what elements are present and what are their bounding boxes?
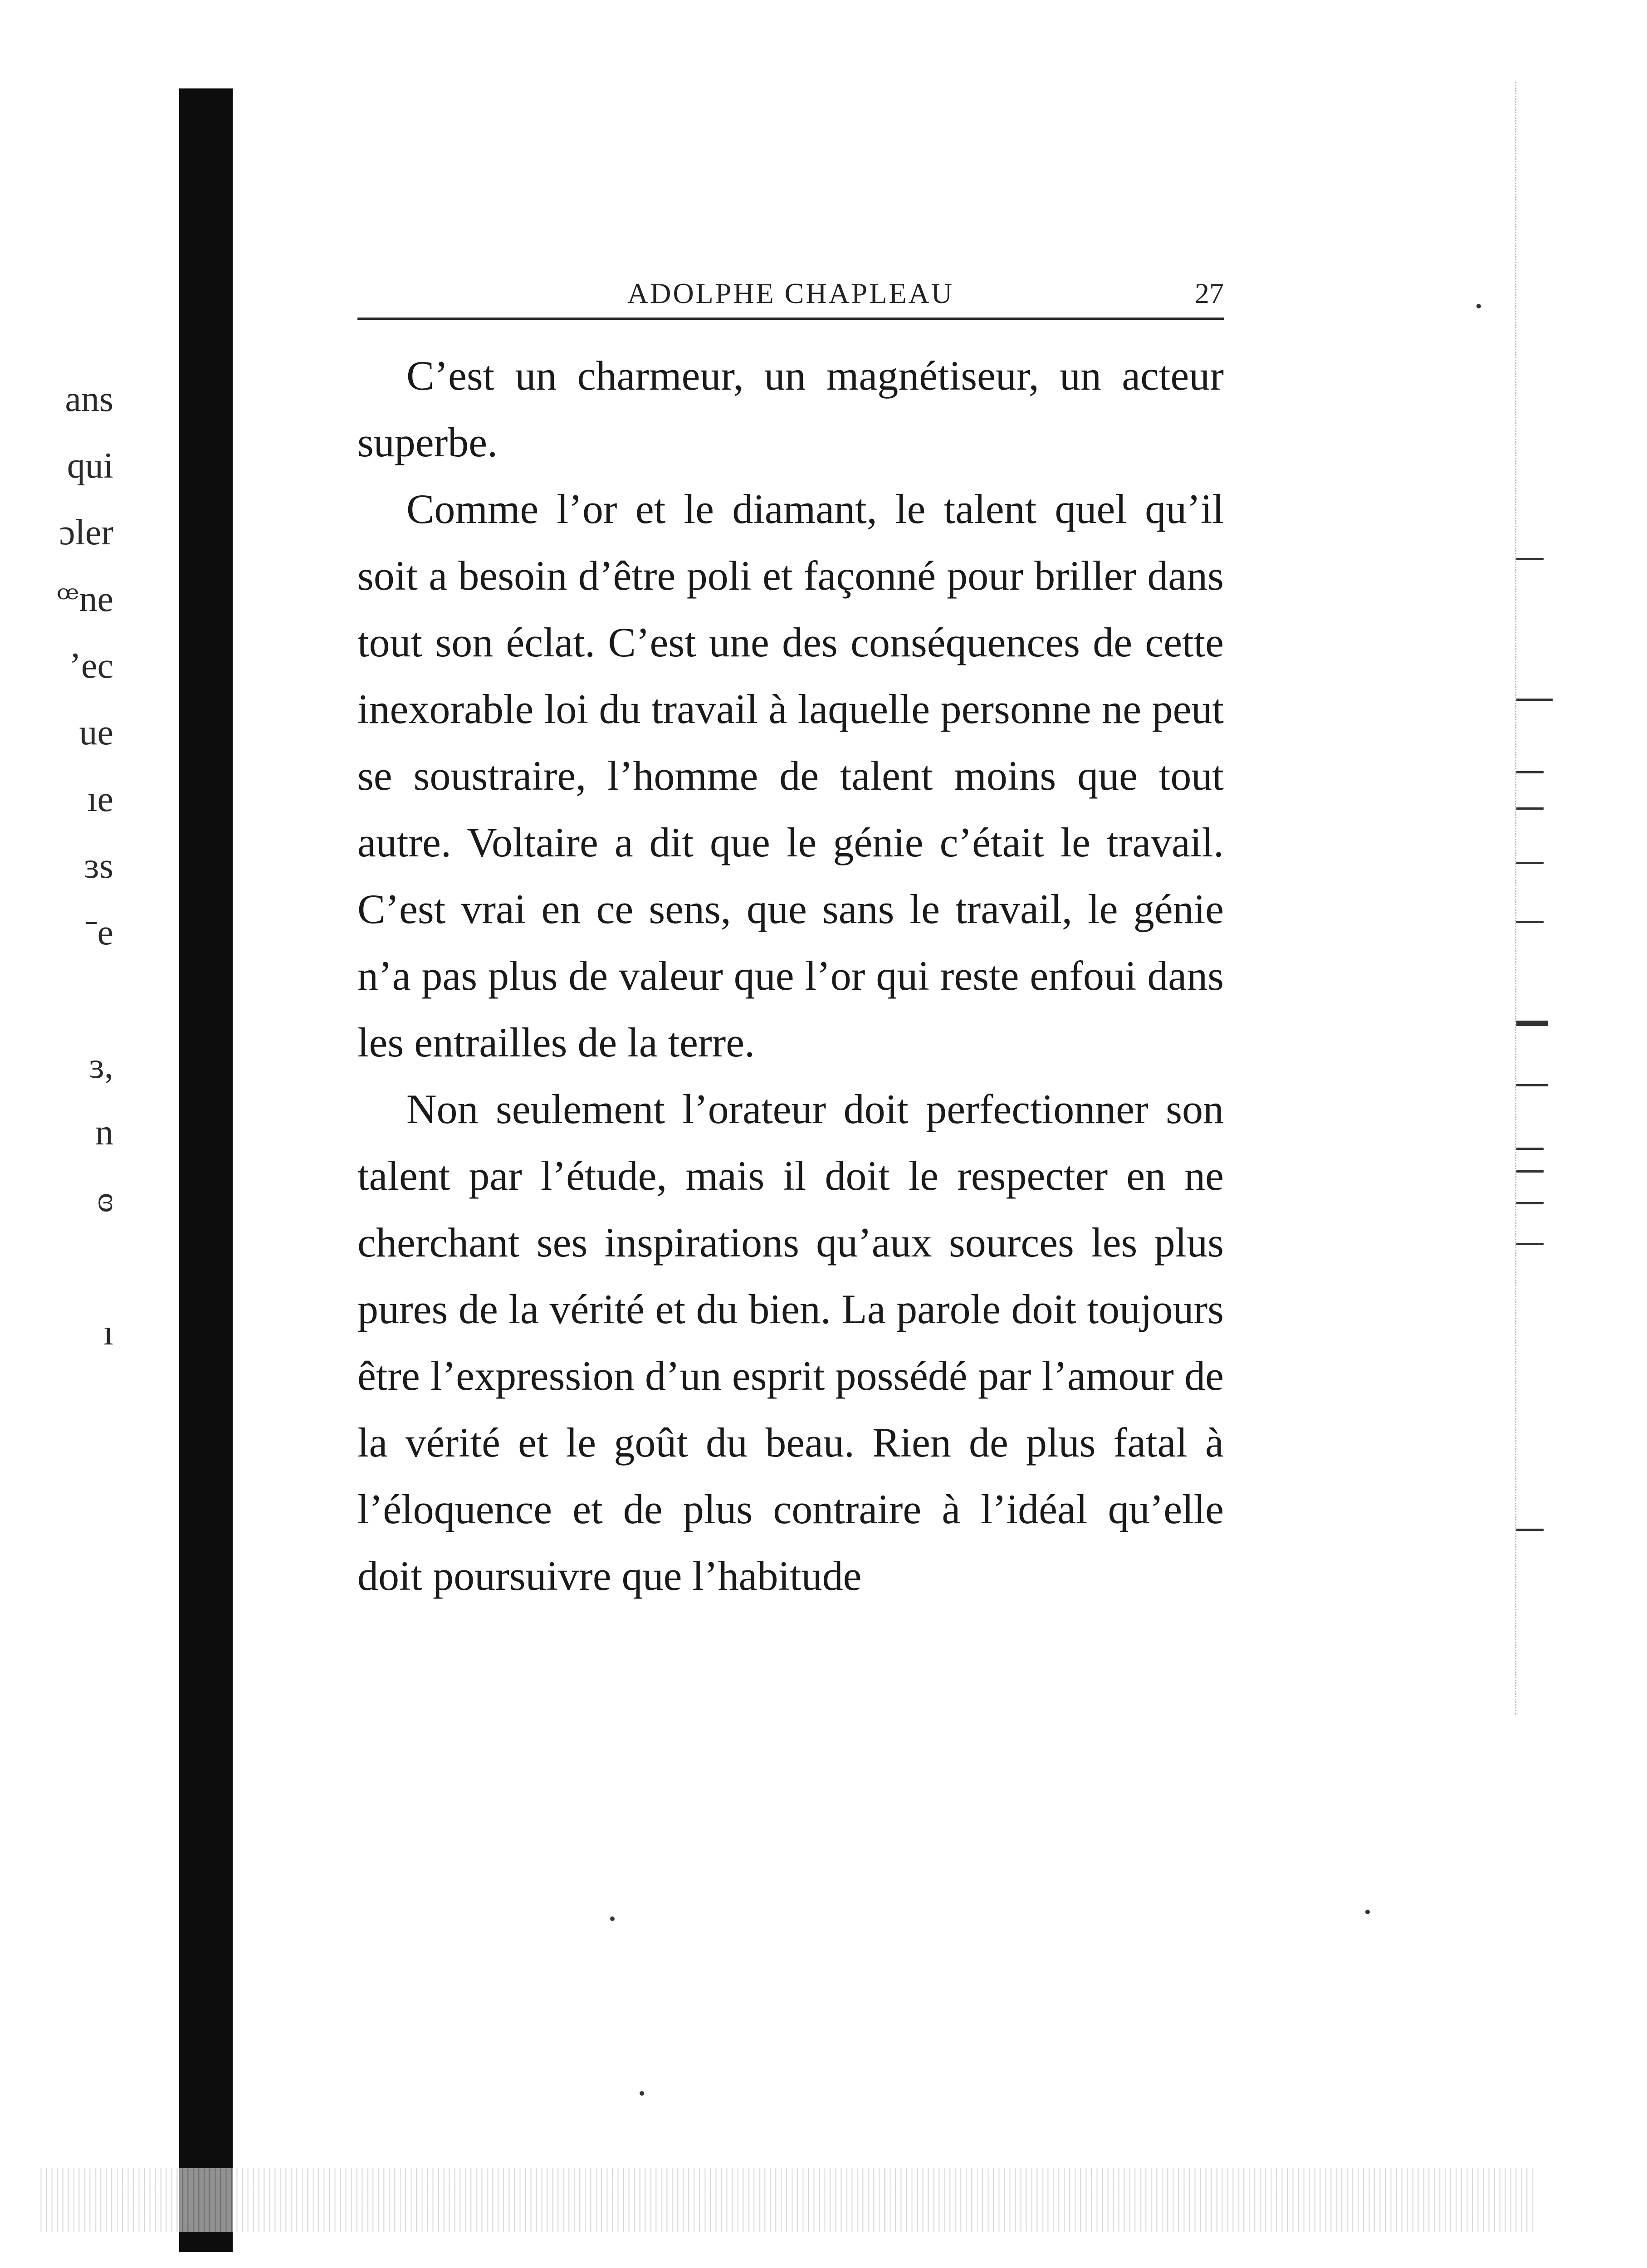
fragment-text: ıe [87,779,113,819]
edge-mark [1516,1021,1548,1026]
ink-speck [1365,1910,1370,1914]
fragment-text: ue [79,713,113,753]
fragment-text: n [95,1113,113,1153]
edge-mark [1516,1148,1544,1150]
edge-mark [1516,1529,1544,1531]
body-text [357,342,1224,1609]
edge-mark [1516,771,1544,773]
edge-mark [1516,807,1544,810]
ink-speck [1476,304,1481,308]
ink-speck [610,1916,615,1921]
scan-edge-noise [36,2168,1533,2232]
book-spine-shadow [179,88,233,2252]
fragment-text: ɜs [84,846,113,886]
edge-mark [1516,1170,1544,1173]
fragment-text: qui [67,446,113,486]
paragraph: Comme l’or et le diamant, le talent quel qu’il soit a besoin d’être poli et façonné pour briller dans tout son éclat. C’est une des conséquences de cette inexorable loi du travail à laquelle personne ne peut se soustraire, l’homme de talent moins que tout autre. Voltaire a dit que le génie c’était le travail. C’est vrai en ce sens, que sans le travail, le génie n’a pas plus de valeur que l’or qui reste enfoui dans les entrailles de la terre. [357,486,1224,1066]
edge-mark [1516,699,1553,701]
fragment-text: ʼec [69,646,113,686]
fragment-text: ɔler [59,513,113,552]
ink-speck [640,2091,644,2096]
fragment-text: ꟹne [56,579,113,619]
fragment-text: ˉe [85,913,113,953]
book-page [357,268,1224,1609]
running-header [357,268,1224,320]
edge-mark [1516,1084,1548,1086]
page-number: 27 [1195,277,1224,309]
edge-mark [1516,862,1544,864]
paragraph: Non seulement l’orateur doit perfectionner son talent par l’étude, mais il doit le respecter en ne cherchant ses inspirations qu’aux sources les plus pures de la vérité et du bien. La parole doit toujours être l’expression d’un esprit possédé par l’amour de la vérité et le goût du beau. Rien de plus fatal à l’éloquence et de plus contraire à l’idéal qu’elle doit poursuivre que l’habitude [357,1086,1224,1599]
fragment-text: ɜ, [89,1046,113,1086]
fragment-text: ans [65,379,113,419]
running-title: ADOLPHE CHAPLEAU [627,277,954,309]
next-page-edge [1515,82,1544,1715]
edge-mark [1516,921,1544,923]
paragraph: C’est un charmeur, un magnétiseur, un acteur superbe. [357,352,1224,465]
edge-mark [1516,1202,1544,1204]
fragment-text: ı [103,1313,113,1353]
edge-mark [1516,1243,1544,1245]
edge-mark [1516,558,1544,560]
fragment-text: ɞ [97,1179,113,1219]
